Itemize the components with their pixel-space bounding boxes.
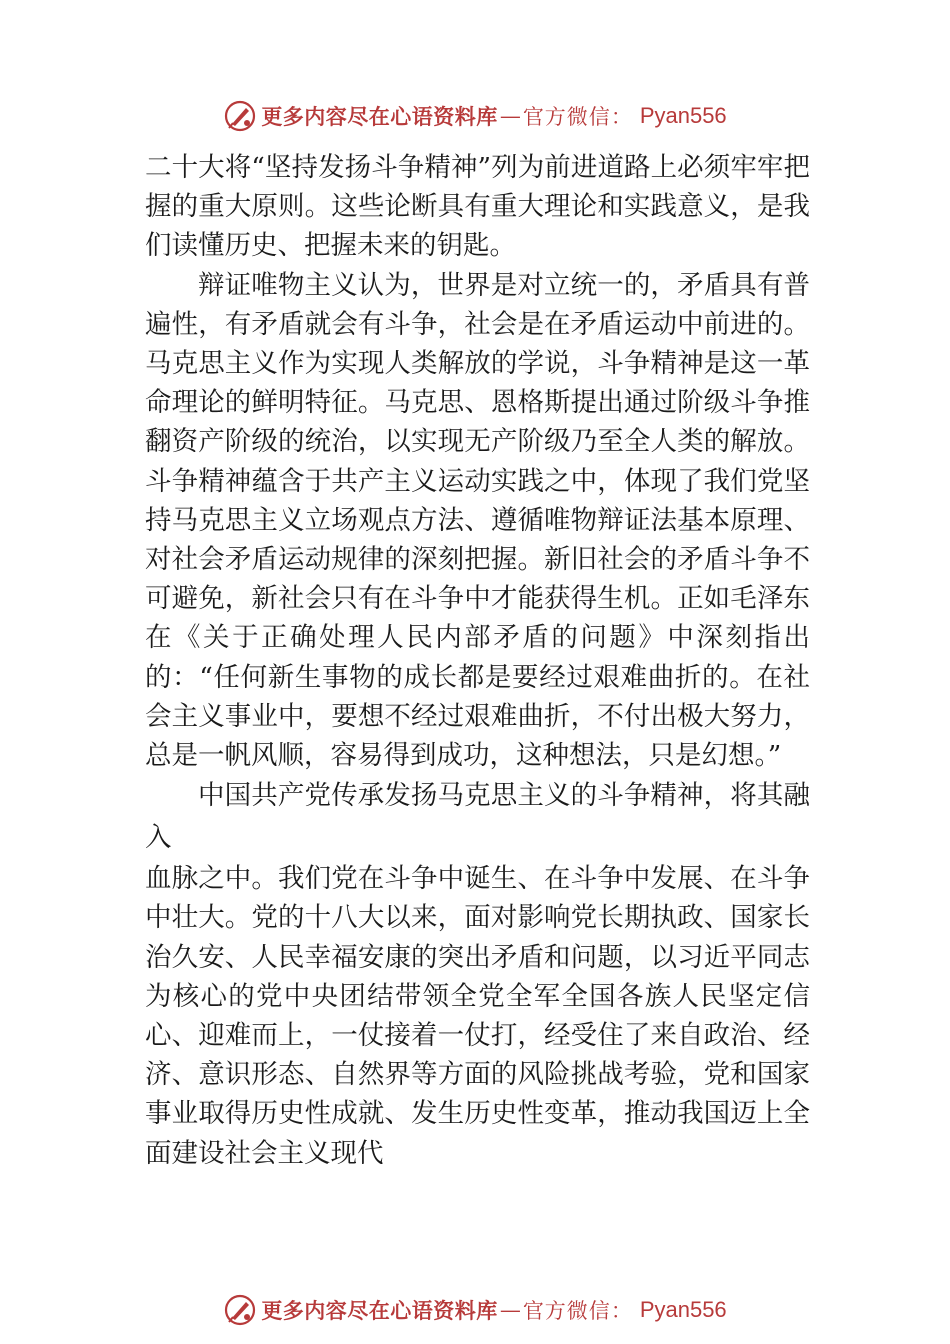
watermark-dash: — — [499, 104, 521, 128]
watermark-handle: Pyan556 — [639, 103, 727, 128]
watermark-dash: — — [499, 1298, 521, 1322]
paragraph-1: 二十大将“坚持发扬斗争精神”列为前进道路上必须牢牢把握的重大原则。这些论断具有重大理论和实践意义，是我们读懂历史、把握未来的钥匙。 — [145, 152, 810, 262]
watermark-label: 官方微信 — [522, 105, 611, 129]
watermark-name: 更多内容尽在心语资料库 — [261, 104, 498, 129]
watermark-name: 更多内容尽在心语资料库 — [261, 1298, 498, 1323]
paragraph-3-continued: 血脉之中。我们党在斗争中诞生、在斗争中发展、在斗争中壮大。党的十八大以来，面对影响党长期执政、国家长治久安、人民幸福安康的突出矛盾和问题，以习近平同志为核心的党中央团结带领全党全军全国各族人民坚定信心、迎难而上，一仗接着一仗打，经受住了来自政治、经济、意识形态、自然界等方面的风险挑战考验，党和国家事业取得历史性成就、发生历史性变革，推动我国迈上全面建设社会主义现代 — [145, 863, 810, 1169]
paragraph-3-first-line: 中国共产党传承发扬马克思主义的斗争精神，将其融入 — [145, 780, 810, 854]
watermark-colon: ： — [610, 1299, 632, 1323]
quill-pen-logo-icon — [223, 1293, 257, 1327]
quill-pen-logo-icon — [223, 99, 257, 133]
footer-watermark — [0, 1290, 950, 1330]
paragraph-2: 辩证唯物主义认为，世界是对立统一的，矛盾具有普遍性，有矛盾就会有斗争，社会是在矛盾运动中前进的。马克思主义作为实现人类解放的学说，斗争精神是这一革命理论的鲜明特征。马克思、恩格斯提出通过阶级斗争推翻资产阶级的统治，以实现无产阶级乃至全人类的解放。斗争精神蕴含于共产主义运动实践之中，体现了我们党坚持马克思主义立场观点方法、遵循唯物辩证法基本原理、对社会矛盾运动规律的深刻把握。新旧社会的矛盾斗争不可避免，新社会只有在斗争中才能获得生机。正如毛泽东在《关于正确处理人民内部矛盾的问题》中深刻指出的：“任何新生事物的成长都是要经过艰难曲折的。在社会主义事业中，要想不经过艰难曲折，不付出极大努力，总是一帆风顺，容易得到成功，这种想法，只是幻想。” — [145, 269, 810, 772]
header-watermark — [0, 96, 950, 136]
watermark-colon: ： — [610, 105, 632, 129]
watermark-label: 官方微信 — [522, 1299, 611, 1323]
watermark-handle: Pyan556 — [639, 1297, 727, 1322]
document-body — [145, 148, 810, 1173]
